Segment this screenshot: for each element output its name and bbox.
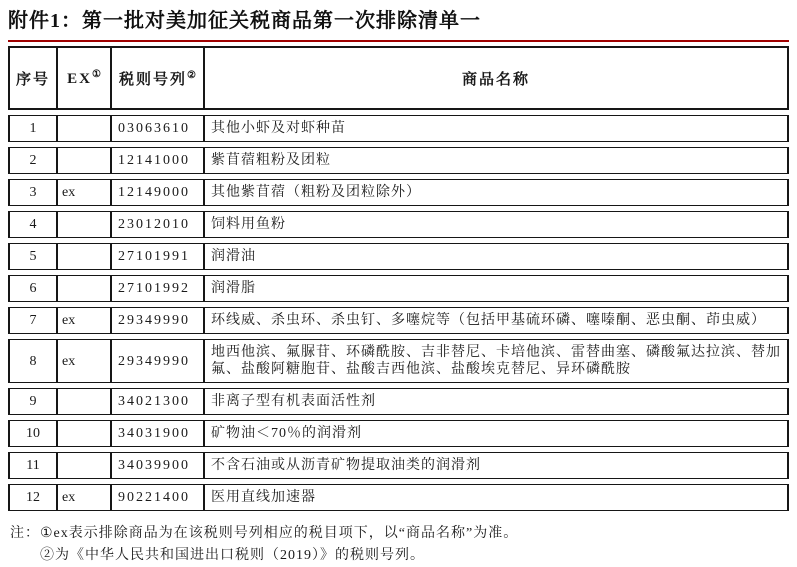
- col-header-seq-label: 序号: [15, 71, 50, 88]
- row-ex: [57, 388, 111, 415]
- row-seq: 7: [8, 307, 57, 334]
- table-row: [8, 179, 789, 206]
- row-ex: [57, 243, 111, 270]
- page-title: 附件1：第一批对美加征关税商品第一次排除清单一: [8, 10, 481, 32]
- row-name: 医用直线加速器: [204, 484, 789, 511]
- row-name: 不含石油或从沥青矿物提取油类的润滑剂: [204, 452, 789, 479]
- row-code: 90221400: [111, 484, 204, 511]
- row-code: 27101991: [111, 243, 204, 270]
- table-row: [8, 243, 789, 270]
- row-seq: 4: [8, 211, 57, 238]
- row-ex: [57, 147, 111, 174]
- table-row: [8, 275, 789, 302]
- row-code: 27101992: [111, 275, 204, 302]
- row-code: 12149000: [111, 179, 204, 206]
- row-ex: [57, 420, 111, 447]
- row-name: 矿物油＜70％的润滑剂: [204, 420, 789, 447]
- row-seq: 12: [8, 484, 57, 511]
- footnotes-prefix: 注：: [10, 526, 40, 541]
- row-seq: 6: [8, 275, 57, 302]
- row-code: 12141000: [111, 147, 204, 174]
- row-name: 紫苜蓿粗粉及团粒: [204, 147, 789, 174]
- footnotes-lines: [40, 523, 518, 567]
- table-row: [8, 115, 789, 142]
- row-name: 非离子型有机表面活性剂: [204, 388, 789, 415]
- col-header-seq: [8, 46, 57, 110]
- footnotes: [8, 523, 789, 567]
- row-name: 环线威、杀虫环、杀虫钉、多噻烷等（包括甲基硫环磷、噻嗪酮、恶虫酮、茚虫威）: [204, 307, 789, 334]
- row-seq: 5: [8, 243, 57, 270]
- col-header-product-name: [204, 46, 789, 110]
- row-ex: [57, 211, 111, 238]
- col-header-ex-label: EX: [67, 70, 92, 87]
- row-code: 34031900: [111, 420, 204, 447]
- table-row: [8, 307, 789, 334]
- table-row: [8, 339, 789, 383]
- col-header-product-name-label: 商品名称: [461, 71, 530, 88]
- row-name: 润滑脂: [204, 275, 789, 302]
- row-seq: 8: [8, 339, 57, 383]
- row-seq: 2: [8, 147, 57, 174]
- row-name: 其他小虾及对虾种苗: [204, 115, 789, 142]
- footnote-1: ①ex表示排除商品为在该税则号列相应的税目项下，以“商品名称”为准。: [40, 526, 519, 541]
- row-ex: ex: [57, 339, 111, 383]
- table-row: [8, 211, 789, 238]
- row-code: 29349990: [111, 307, 204, 334]
- col-header-tariff-code: [111, 46, 204, 110]
- row-seq: 9: [8, 388, 57, 415]
- row-seq: 3: [8, 179, 57, 206]
- row-code: 23012010: [111, 211, 204, 238]
- row-ex: [57, 275, 111, 302]
- table-row: [8, 420, 789, 447]
- row-seq: 10: [8, 420, 57, 447]
- table-row: [8, 388, 789, 415]
- row-code: 03063610: [111, 115, 204, 142]
- row-ex: [57, 452, 111, 479]
- row-ex: ex: [57, 484, 111, 511]
- row-ex: [57, 115, 111, 142]
- row-code: 34039900: [111, 452, 204, 479]
- table-row: [8, 147, 789, 174]
- row-code: 34021300: [111, 388, 204, 415]
- table-header-row: [8, 46, 789, 110]
- row-name: 其他紫苜蓿（粗粉及团粒除外）: [204, 179, 789, 206]
- footnote-2: ②为《中华人民共和国进出口税则（2019）》的税则号列。: [40, 548, 425, 563]
- row-name: 饲料用鱼粉: [204, 211, 789, 238]
- row-name: 地西他滨、氟脲苷、环磷酰胺、吉非替尼、卡培他滨、雷替曲塞、磷酸氟达拉滨、替加氟、盐酸阿糖胞苷、盐酸吉西他滨、盐酸埃克替尼、异环磷酰胺: [204, 339, 789, 383]
- col-header-ex: [57, 46, 111, 110]
- row-code: 29349990: [111, 339, 204, 383]
- row-ex: ex: [57, 179, 111, 206]
- row-seq: 11: [8, 452, 57, 479]
- table-row: [8, 484, 789, 511]
- table-body: [8, 115, 789, 511]
- row-seq: 1: [8, 115, 57, 142]
- table-row: [8, 452, 789, 479]
- row-name: 润滑油: [204, 243, 789, 270]
- col-header-ex-footnote-mark: ①: [91, 68, 101, 80]
- col-header-tariff-code-footnote-mark: ②: [187, 69, 196, 81]
- exclusion-list-table: [8, 41, 789, 516]
- row-ex: ex: [57, 307, 111, 334]
- col-header-tariff-code-label: 税则号列: [119, 71, 188, 88]
